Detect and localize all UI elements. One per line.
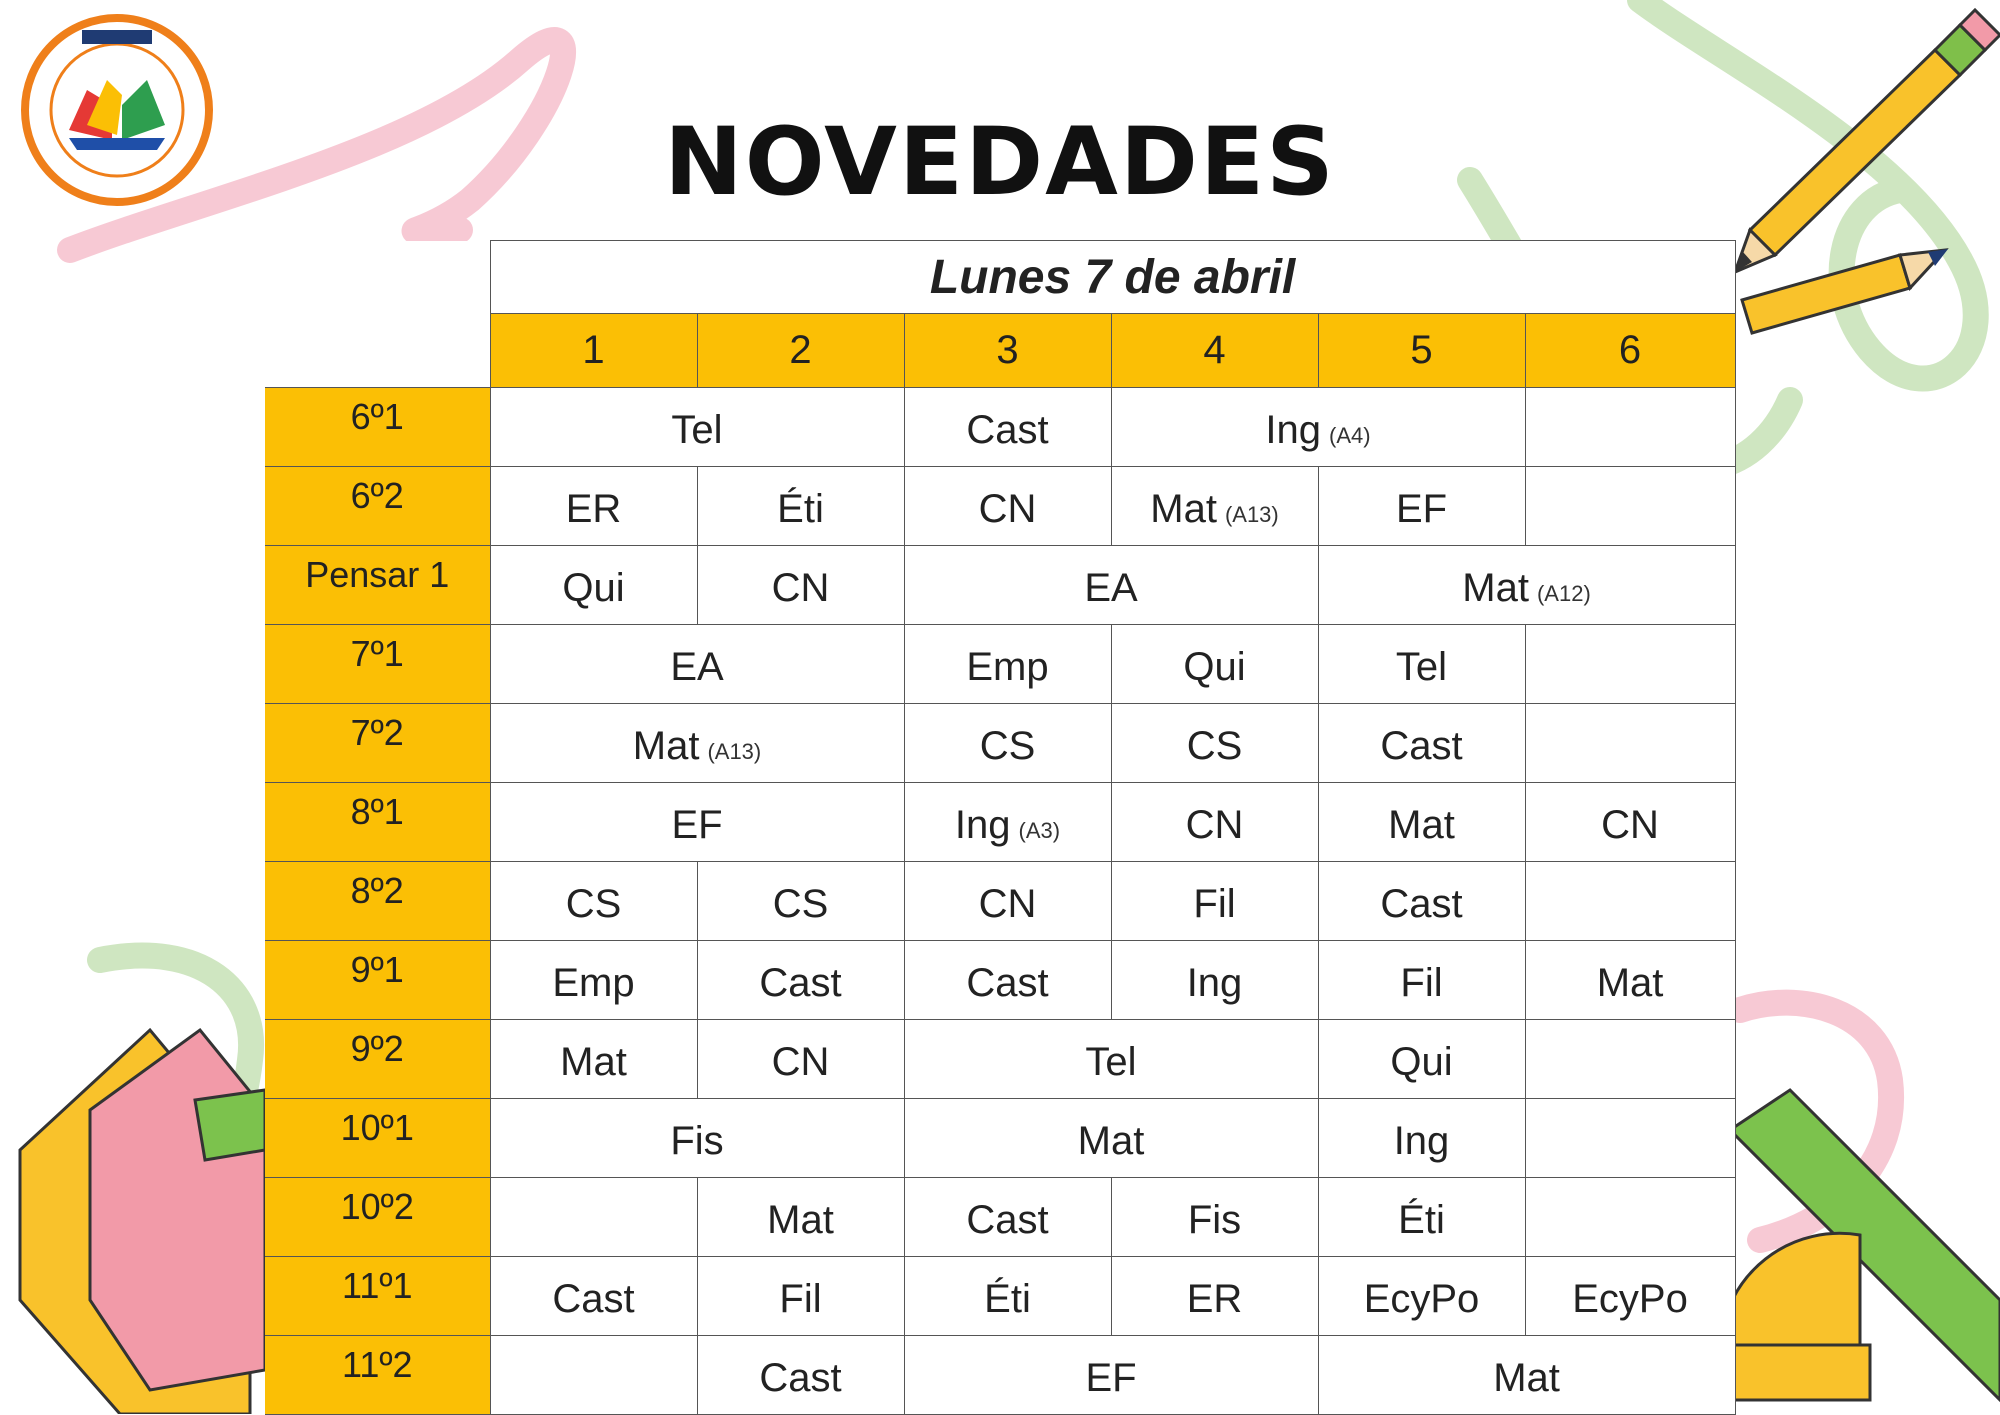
schedule-cell [1111,1178,1318,1257]
schedule-cell [490,1178,697,1257]
schedule-cell [1525,1099,1735,1178]
subject-label: Mat [1150,486,1217,531]
schedule-cell [1111,783,1318,862]
group-label: 8º2 [265,862,490,941]
schedule-cell [1525,783,1735,862]
period-header: 5 [1318,314,1525,388]
schedule-cell [490,1257,697,1336]
room-note: (A4) [1329,422,1371,448]
schedule-cell [1525,625,1735,704]
subject-label: ER [565,486,622,531]
subject-label: Fil [779,1276,822,1321]
room-note: (A13) [1224,501,1279,527]
table-row [265,467,1735,546]
subject-label: Mat [1493,1355,1560,1400]
table-row [265,1020,1735,1099]
subject-label: Qui [1183,644,1246,689]
subject-label: CN [978,881,1037,926]
subject-label: Cast [966,407,1049,452]
schedule-cell [1318,783,1525,862]
period-header: 1 [490,314,697,388]
schedule-table [265,240,1736,1415]
schedule-cell [904,388,1111,467]
subject-label: Mat [632,723,700,768]
schedule-cell [490,1020,697,1099]
schedule-cell [697,862,904,941]
subject-label: Ing [1393,1118,1450,1163]
schedule-cell [904,1178,1111,1257]
schedule-cell [697,1020,904,1099]
subject-label: Cast [552,1276,635,1321]
schedule-cell [697,1257,904,1336]
schedule-cell [1525,1257,1735,1336]
subject-label: CS [772,881,829,926]
schedule-cell [490,546,697,625]
schedule-cell [904,1020,1318,1099]
schedule-cell [1318,862,1525,941]
subject-label: EF [671,802,723,847]
schedule-cell [1525,862,1735,941]
subject-label: Mat [767,1197,834,1242]
subject-label: Emp [552,960,635,1005]
schedule-cell [1111,467,1318,546]
subject-label: CN [771,565,830,610]
schedule-cell [697,1336,904,1415]
schedule-cell [490,1336,697,1415]
subject-label: CN [978,486,1037,531]
subject-label: Mat [1077,1118,1145,1163]
subject-label: Cast [966,1197,1049,1242]
subject-label: Mat [1596,960,1664,1005]
schedule-cell [904,783,1111,862]
table-row [265,704,1735,783]
group-label: 10º1 [265,1099,490,1178]
subject-label: Fil [1193,881,1236,926]
subject-label: CS [1186,723,1243,768]
group-label: 9º1 [265,941,490,1020]
table-row [265,625,1735,704]
schedule-cell [904,1257,1111,1336]
schedule-cell [1318,704,1525,783]
schedule-cell [697,1178,904,1257]
schedule-cell [1318,1020,1525,1099]
room-note: (A3) [1018,817,1061,843]
table-row [265,1178,1735,1257]
subject-label: Mat [1388,802,1455,847]
table-row [265,862,1735,941]
group-label: 11º2 [265,1336,490,1415]
schedule-cell [1111,862,1318,941]
schedule-cell [1111,941,1318,1020]
day-header: Lunes 7 de abril [490,241,1735,314]
subject-label: EA [1084,565,1138,610]
subject-label: Éti [777,486,824,531]
group-label: 10º2 [265,1178,490,1257]
period-header: 4 [1111,314,1318,388]
subject-label: CS [979,723,1036,768]
schedule-cell [1111,704,1318,783]
period-header: 2 [697,314,904,388]
schedule-cell [904,467,1111,546]
table-row [265,1257,1735,1336]
subject-label: Éti [1398,1197,1445,1242]
subject-label: Ing [1265,407,1322,452]
schedule-cell [1525,941,1735,1020]
schedule-cell [1318,546,1735,625]
schedule-cell [697,467,904,546]
subject-label: EA [670,644,724,689]
schedule-cell [490,625,904,704]
schedule-cell [904,625,1111,704]
schedule-cell [904,546,1318,625]
group-label: 6º1 [265,388,490,467]
schedule-cell [1318,1257,1525,1336]
subject-label: Fis [1187,1197,1242,1242]
schedule-cell [904,704,1111,783]
corner-cell [265,241,490,314]
schedule-cell [1525,1020,1735,1099]
corner-cell [265,314,490,388]
schedule-cell [1525,1178,1735,1257]
table-row [265,941,1735,1020]
schedule-cell [490,388,904,467]
group-label: 6º2 [265,467,490,546]
subject-label: Qui [562,565,625,610]
subject-label: CN [1601,802,1659,847]
notebook-icon [20,1030,265,1414]
page-title: NOVEDADES [664,108,1336,217]
subject-label: CN [771,1039,830,1084]
group-label: 9º2 [265,1020,490,1099]
subject-label: Cast [759,1355,842,1400]
room-note: (A12) [1536,580,1591,606]
subject-label: Cast [759,960,842,1005]
subject-label: Tel [1395,644,1448,689]
table-row [265,388,1735,467]
subject-label: CS [565,881,622,926]
group-label: 7º1 [265,625,490,704]
schedule-cell [1318,1178,1525,1257]
schedule-cell [697,941,904,1020]
schedule-cell [490,941,697,1020]
table-row [265,546,1735,625]
room-note: (A13) [707,738,762,764]
group-label: Pensar 1 [265,546,490,625]
schedule-cell [1318,941,1525,1020]
table-row [265,1099,1735,1178]
schedule-cell [490,783,904,862]
subject-label: Ing [954,802,1011,847]
schedule-cell [1318,1099,1525,1178]
subject-label: Fil [1400,960,1443,1005]
schedule-cell [1525,467,1735,546]
subject-label: Cast [1380,881,1463,926]
schedule-cell [490,704,904,783]
schedule-cell [904,941,1111,1020]
schedule-cell [1318,467,1525,546]
group-label: 11º1 [265,1257,490,1336]
subject-label: Mat [1462,565,1529,610]
subject-label: Fis [670,1118,724,1163]
subject-label: EF [1085,1355,1137,1400]
schedule-cell [904,1336,1318,1415]
subject-label: EcyPo [1572,1276,1688,1321]
schedule-cell [490,1099,904,1178]
schedule-cell [1111,625,1318,704]
subject-label: Qui [1390,1039,1453,1084]
schedule-cell [1318,625,1525,704]
schedule-cell [1318,1336,1735,1415]
period-header: 3 [904,314,1111,388]
subject-label: EF [1395,486,1448,531]
schedule-cell [904,862,1111,941]
schedule-cell [697,546,904,625]
schedule-cell [1111,388,1525,467]
subject-label: Cast [1380,723,1463,768]
schedule-cell [1111,1257,1318,1336]
schedule-cell [904,1099,1318,1178]
schedule-cell [490,467,697,546]
subject-label: Mat [560,1039,627,1084]
schedule-cell [1525,704,1735,783]
subject-label: Éti [984,1276,1031,1321]
table-row [265,1336,1735,1415]
subject-label: CN [1185,802,1244,847]
schedule-cell [490,862,697,941]
subject-label: EcyPo [1363,1276,1480,1321]
subject-label: Tel [671,407,723,452]
group-label: 7º2 [265,704,490,783]
period-header: 6 [1525,314,1735,388]
schedule-cell [1525,388,1735,467]
group-label: 8º1 [265,783,490,862]
subject-label: Cast [966,960,1049,1005]
subject-label: Tel [1085,1039,1137,1084]
subject-label: Ing [1186,960,1243,1005]
table-row [265,783,1735,862]
subject-label: Emp [966,644,1049,689]
subject-label: ER [1186,1276,1243,1321]
